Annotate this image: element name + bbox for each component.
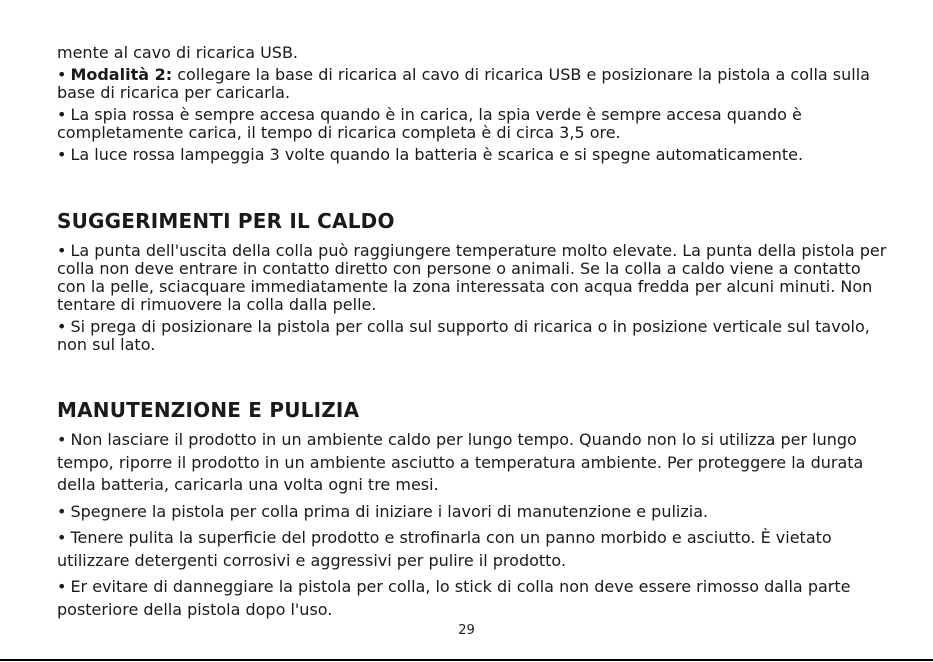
mode2-text: collegare la base di ricarica al cavo di ricarica USB e posizionare la pistola a colla sulla base di ricarica per caricarla.	[57, 65, 870, 102]
list-item-text: La luce rossa lampeggia 3 volte quando la batteria è scarica e si spegne automaticamente.	[70, 145, 804, 164]
list-item-text: Si prega di posizionare la pistola per colla sul supporto di ricarica o in posizione verticale sul tavolo, non sul lato.	[57, 317, 870, 354]
bullet-mark: •	[57, 241, 67, 260]
list-item-text: Spegnere la pistola per colla prima di iniziare i lavori di manutenzione e pulizia.	[70, 501, 709, 521]
section-heading-maintenance: MANUTENZIONE E PULIZIA	[57, 398, 360, 422]
list-item	[57, 501, 887, 524]
mode2-label: Modalità 2:	[70, 65, 173, 84]
list-item	[57, 576, 887, 621]
list-item	[57, 318, 887, 354]
bullet-mark: •	[57, 145, 67, 164]
bottom-rule	[0, 659, 933, 661]
bullet-mark: •	[57, 105, 67, 124]
list-item	[57, 242, 887, 314]
page-number: 29	[458, 623, 475, 638]
list-item	[57, 527, 887, 572]
bullet-mark: •	[57, 430, 67, 449]
section-heading-heat-tips: SUGGERIMENTI PER IL CALDO	[57, 209, 395, 233]
bullet-mark: •	[57, 317, 67, 336]
list-item	[57, 146, 887, 164]
list-item	[57, 429, 887, 497]
list-item-text: Tenere pulita la superficie del prodotto e strofinarla con un panno morbido e asciutto. È vietato utilizzare detergenti corrosivi e aggressivi per pulire il prodotto.	[57, 528, 832, 570]
bullet-mark: •	[57, 65, 67, 84]
list-item-text: La spia rossa è sempre accesa quando è in carica, la spia verde è sempre accesa quando è completamente carica, il tempo di ricarica completa è di circa 3,5 ore.	[57, 105, 802, 142]
manual-page	[57, 44, 887, 621]
continuation-text: mente al cavo di ricarica USB.	[57, 43, 299, 62]
bullet-mark: •	[57, 577, 67, 596]
list-item-text: Non lasciare il prodotto in un ambiente caldo per lungo tempo. Quando non lo si utilizza per lungo tempo, riporre il prodotto in un ambiente asciutto a temperatura ambiente. Per proteggere la durata della batteria, caricarla una volta ogni tre mesi.	[57, 430, 864, 494]
list-item-text: La punta dell'uscita della colla può raggiungere temperature molto elevate. La punta della pistola per colla non deve entrare in contatto diretto con persone o animali. Se la colla a caldo viene a contatto con la pelle, sciacquare immediatamente la zona interessata con acqua fredda per alcuni minuti. Non tentare di rimuovere la colla dalla pelle.	[57, 241, 887, 314]
list-item	[57, 106, 887, 142]
bullet-mark: •	[57, 501, 67, 521]
mode2-item	[57, 66, 887, 102]
bullet-mark: •	[57, 528, 67, 547]
list-item-text: Er evitare di danneggiare la pistola per colla, lo stick di colla non deve essere rimosso dalla parte posteriore della pistola dopo l'uso.	[57, 577, 851, 619]
